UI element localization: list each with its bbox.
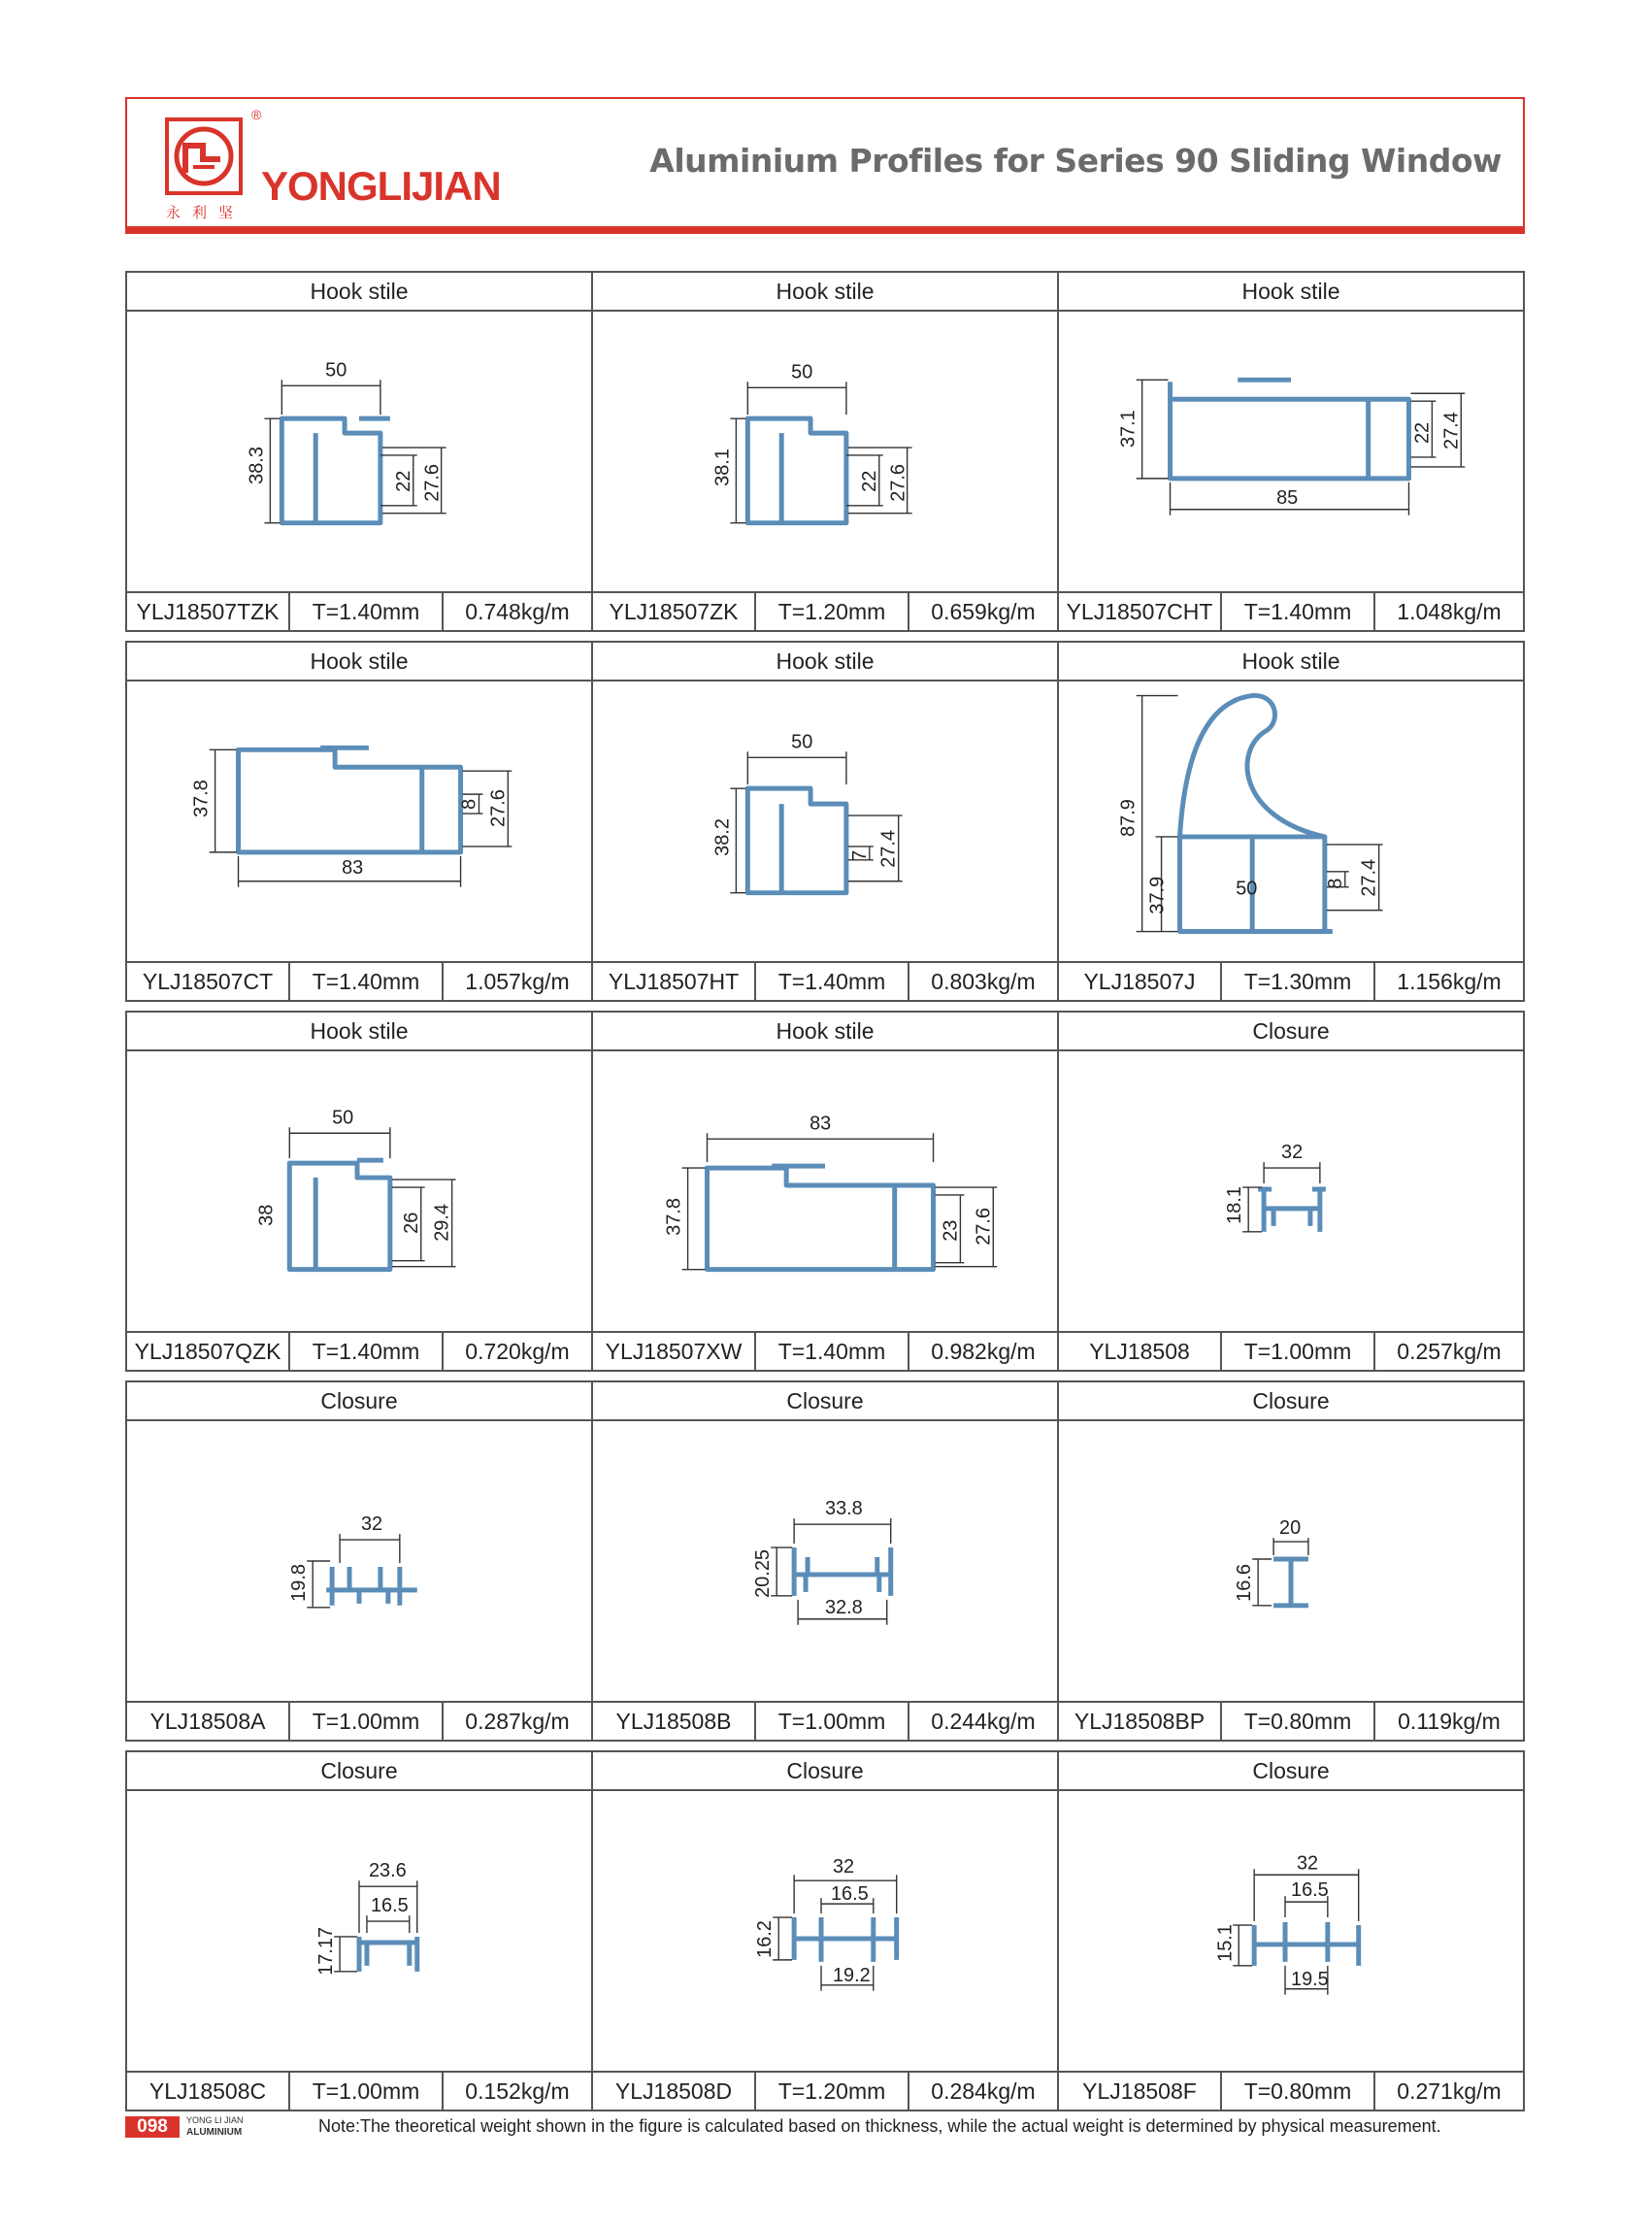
profile-section-drawing xyxy=(593,1051,1057,1331)
profile-spec-row xyxy=(127,2073,591,2110)
dim-label: 18.1 xyxy=(1224,1186,1246,1224)
profile-card xyxy=(127,1011,593,1372)
profile-code: YLJ18507QZK xyxy=(127,1333,290,1370)
profile-name: Closure xyxy=(593,1382,1057,1421)
profile-code: YLJ18508 xyxy=(1059,1333,1222,1370)
profile-card xyxy=(593,1011,1059,1372)
footer-brand-line1: YONG LI JIAN xyxy=(186,2115,244,2125)
page-number: 098 xyxy=(125,2116,180,2138)
profile-card xyxy=(1059,1011,1525,1372)
profile-weight: 0.287kg/m xyxy=(465,1709,570,1734)
profile-section-drawing xyxy=(1059,1421,1523,1701)
profile-drawing xyxy=(1059,1421,1523,1703)
dim-label: 22 xyxy=(392,470,414,492)
profile-spec-row xyxy=(1059,2073,1523,2110)
dim-label: 16.2 xyxy=(754,1920,776,1958)
dim-label: 16.5 xyxy=(370,1895,409,1917)
profile-drawing xyxy=(127,1791,591,2073)
profile-name: Closure xyxy=(1059,1382,1523,1421)
profile-section-drawing xyxy=(127,681,591,961)
profile-name: Hook stile xyxy=(593,1013,1057,1051)
dim-label: 38 xyxy=(255,1204,278,1226)
profile-card xyxy=(1059,1750,1525,2111)
profile-thickness: T=1.20mm xyxy=(756,593,909,630)
profile-section-drawing xyxy=(1059,312,1523,591)
profile-spec-row xyxy=(1059,1333,1523,1370)
profile-weight: 0.720kg/m xyxy=(465,1339,570,1364)
profile-spec-row xyxy=(127,593,591,630)
profile-drawing xyxy=(127,1421,591,1703)
profile-code: YLJ18507XW xyxy=(593,1333,756,1370)
profile-thickness: T=1.40mm xyxy=(1222,593,1375,630)
dim-label: 17.17 xyxy=(315,1926,338,1976)
profile-spec-row xyxy=(593,1333,1057,1370)
dim-label: 27.6 xyxy=(973,1208,995,1246)
dim-label: 23.6 xyxy=(368,1860,407,1882)
profile-row xyxy=(125,1750,1525,2111)
dim-label: 8 xyxy=(458,798,480,811)
dim-label: 22 xyxy=(858,470,880,492)
profile-weight: 0.271kg/m xyxy=(1397,2078,1502,2104)
profile-card xyxy=(1059,271,1525,632)
profile-section-drawing xyxy=(1059,1051,1523,1331)
dim-label: 19.5 xyxy=(1291,1968,1329,1990)
profile-code: YLJ18507CT xyxy=(127,963,290,1000)
profile-row xyxy=(125,641,1525,1002)
footer-note: Note:The theoretical weight shown in the figure is calculated based on thickness, while the actual weight is determined by physical measurement. xyxy=(318,2116,1441,2136)
profile-section-drawing xyxy=(593,681,1057,961)
dim-label: 38.1 xyxy=(711,449,734,486)
profile-weight: 0.119kg/m xyxy=(1398,1709,1501,1734)
profile-drawing xyxy=(593,1051,1057,1333)
dim-label: 32 xyxy=(360,1513,383,1536)
profile-card xyxy=(127,641,593,1002)
profile-name: Hook stile xyxy=(593,273,1057,312)
profile-weight: 0.152kg/m xyxy=(465,2078,570,2104)
profile-code: YLJ18507CHT xyxy=(1059,593,1222,630)
profile-spec-row xyxy=(593,593,1057,630)
profile-thickness: T=1.40mm xyxy=(756,1333,909,1370)
dim-label: 16.5 xyxy=(830,1883,869,1906)
profile-name: Closure xyxy=(1059,1752,1523,1791)
dim-label: 37.8 xyxy=(190,780,213,818)
profile-code: YLJ18508B xyxy=(593,1703,756,1740)
profile-name: Hook stile xyxy=(127,1013,591,1051)
profile-thickness: T=0.80mm xyxy=(1222,2073,1375,2110)
dim-label: 29.4 xyxy=(431,1204,453,1242)
profile-section-drawing xyxy=(1059,681,1523,961)
profile-spec-row xyxy=(593,1703,1057,1740)
dim-label: 27.4 xyxy=(1358,858,1380,897)
dim-label: 50 xyxy=(332,1107,354,1129)
profile-spec-row xyxy=(127,1333,591,1370)
dim-label: 20 xyxy=(1279,1517,1302,1540)
profile-thickness: T=1.30mm xyxy=(1222,963,1375,1000)
profile-section-drawing xyxy=(127,312,591,591)
dim-label: 50 xyxy=(1236,878,1258,900)
profile-weight: 0.257kg/m xyxy=(1397,1339,1502,1364)
dim-label: 37.9 xyxy=(1146,876,1169,914)
dim-label: 15.1 xyxy=(1214,1924,1237,1962)
dim-label: 32.8 xyxy=(825,1596,863,1618)
profile-row xyxy=(125,1011,1525,1372)
dim-label: 50 xyxy=(325,359,347,382)
profile-card xyxy=(593,1380,1059,1742)
profile-section-drawing xyxy=(593,312,1057,591)
profile-code: YLJ18508A xyxy=(127,1703,290,1740)
profile-row xyxy=(125,1380,1525,1742)
profile-thickness: T=1.40mm xyxy=(290,1333,444,1370)
profile-spec-row xyxy=(127,1703,591,1740)
profile-thickness: T=1.20mm xyxy=(756,2073,909,2110)
dim-label: 20.25 xyxy=(752,1549,775,1598)
dim-label: 32 xyxy=(1281,1142,1304,1164)
profile-drawing xyxy=(593,681,1057,963)
profile-thickness: T=1.00mm xyxy=(1222,1333,1375,1370)
profile-code: YLJ18508D xyxy=(593,2073,756,2110)
profile-section-drawing xyxy=(127,1421,591,1701)
profile-thickness: T=1.00mm xyxy=(290,1703,444,1740)
profile-spec-row xyxy=(593,2073,1057,2110)
profile-spec-row xyxy=(593,963,1057,1000)
profile-code: YLJ18507TZK xyxy=(127,593,290,630)
profile-weight: 0.982kg/m xyxy=(931,1339,1036,1364)
dim-label: 85 xyxy=(1276,486,1299,509)
profile-drawing xyxy=(127,681,591,963)
profile-name: Hook stile xyxy=(127,643,591,681)
dim-label: 32 xyxy=(1296,1852,1319,1875)
profile-weight: 0.284kg/m xyxy=(931,2078,1036,2104)
profile-weight: 1.156kg/m xyxy=(1397,969,1502,994)
profile-thickness: T=1.40mm xyxy=(290,963,444,1000)
profile-name: Hook stile xyxy=(593,643,1057,681)
profile-weight: 0.244kg/m xyxy=(931,1709,1036,1734)
profile-card xyxy=(127,271,593,632)
profile-section-drawing xyxy=(127,1051,591,1331)
profile-drawing xyxy=(1059,1791,1523,2073)
dim-label: 33.8 xyxy=(825,1498,863,1520)
profile-drawing xyxy=(127,1051,591,1333)
brand-name-chinese: 永利坚 xyxy=(166,204,246,221)
dim-label: 26 xyxy=(400,1212,422,1234)
profile-section-drawing xyxy=(127,1791,591,2071)
dim-label: 83 xyxy=(342,856,364,879)
profile-card xyxy=(1059,1380,1525,1742)
profile-name: Hook stile xyxy=(1059,643,1523,681)
profile-code: YLJ18508C xyxy=(127,2073,290,2110)
dim-label: 23 xyxy=(940,1219,962,1242)
dim-label: 38.2 xyxy=(711,818,734,856)
registered-mark: ® xyxy=(251,107,262,122)
brand-name: YONGLIJIAN xyxy=(261,163,501,209)
profile-code: YLJ18508BP xyxy=(1059,1703,1222,1740)
dim-label: 27.6 xyxy=(487,789,510,827)
page-header xyxy=(125,97,1525,234)
profile-thickness: T=1.00mm xyxy=(290,2073,444,2110)
dim-label: 16.5 xyxy=(1291,1879,1329,1902)
profile-name: Closure xyxy=(127,1752,591,1791)
dim-label: 87.9 xyxy=(1117,799,1140,837)
profile-section-drawing xyxy=(1059,1791,1523,2071)
profile-spec-row xyxy=(1059,593,1523,630)
profile-section-drawing xyxy=(593,1791,1057,2071)
profile-card xyxy=(593,641,1059,1002)
profile-spec-row xyxy=(127,963,591,1000)
profile-drawing xyxy=(593,1791,1057,2073)
dim-label: 50 xyxy=(791,731,813,753)
dim-label: 50 xyxy=(791,361,813,383)
dim-label: 32 xyxy=(832,1856,855,1878)
footer-brand-line2-text: ALUMINIUM xyxy=(186,2127,243,2138)
dim-label: 7 xyxy=(848,849,871,861)
dim-label: 19.8 xyxy=(288,1564,311,1602)
profile-drawing xyxy=(1059,312,1523,593)
profile-thickness: T=1.00mm xyxy=(756,1703,909,1740)
profile-name: Hook stile xyxy=(1059,273,1523,312)
profile-code: YLJ18507J xyxy=(1059,963,1222,1000)
dim-label: 8 xyxy=(1324,878,1346,889)
dim-label: 27.4 xyxy=(1440,412,1463,450)
profile-drawing xyxy=(1059,1051,1523,1333)
brand-logo-icon xyxy=(164,116,244,196)
footer-brand xyxy=(186,2114,244,2139)
profile-weight: 1.048kg/m xyxy=(1397,599,1502,624)
profile-name: Hook stile xyxy=(127,273,591,312)
profile-weight: 0.803kg/m xyxy=(931,969,1036,994)
profile-card xyxy=(593,271,1059,632)
profile-name: Closure xyxy=(1059,1013,1523,1051)
dim-label: 22 xyxy=(1411,421,1434,445)
profile-card xyxy=(593,1750,1059,2111)
profile-weight: 0.659kg/m xyxy=(931,599,1036,624)
profile-section-drawing xyxy=(593,1421,1057,1701)
profile-name: Closure xyxy=(593,1752,1057,1791)
dim-label: 37.1 xyxy=(1117,410,1140,449)
dim-label: 27.6 xyxy=(421,464,444,502)
dim-label: 37.8 xyxy=(663,1198,685,1236)
profile-thickness: T=1.40mm xyxy=(756,963,909,1000)
profile-spec-row xyxy=(1059,963,1523,1000)
dim-label: 16.6 xyxy=(1234,1564,1256,1602)
profile-code: YLJ18508F xyxy=(1059,2073,1222,2110)
profile-grid xyxy=(125,271,1525,2120)
profile-weight: 1.057kg/m xyxy=(465,969,570,994)
dim-label: 27.4 xyxy=(877,830,900,868)
profile-drawing xyxy=(1059,681,1523,963)
profile-code: YLJ18507ZK xyxy=(593,593,756,630)
dim-label: 38.3 xyxy=(246,447,268,484)
dim-label: 19.2 xyxy=(832,1964,871,1986)
profile-spec-row xyxy=(1059,1703,1523,1740)
dim-label: 27.6 xyxy=(887,464,909,502)
profile-drawing xyxy=(593,1421,1057,1703)
dim-label: 83 xyxy=(809,1113,832,1135)
profile-drawing xyxy=(127,312,591,593)
profile-code: YLJ18507HT xyxy=(593,963,756,1000)
page-title: Aluminium Profiles for Series 90 Sliding Window xyxy=(649,142,1502,180)
profile-card xyxy=(1059,641,1525,1002)
profile-row xyxy=(125,271,1525,632)
profile-drawing xyxy=(593,312,1057,593)
profile-weight: 0.748kg/m xyxy=(465,599,570,624)
profile-card xyxy=(127,1380,593,1742)
footer-brand-line2 xyxy=(186,2126,244,2139)
profile-name: Closure xyxy=(127,1382,591,1421)
profile-card xyxy=(127,1750,593,2111)
profile-thickness: T=1.40mm xyxy=(290,593,444,630)
profile-thickness: T=0.80mm xyxy=(1222,1703,1375,1740)
